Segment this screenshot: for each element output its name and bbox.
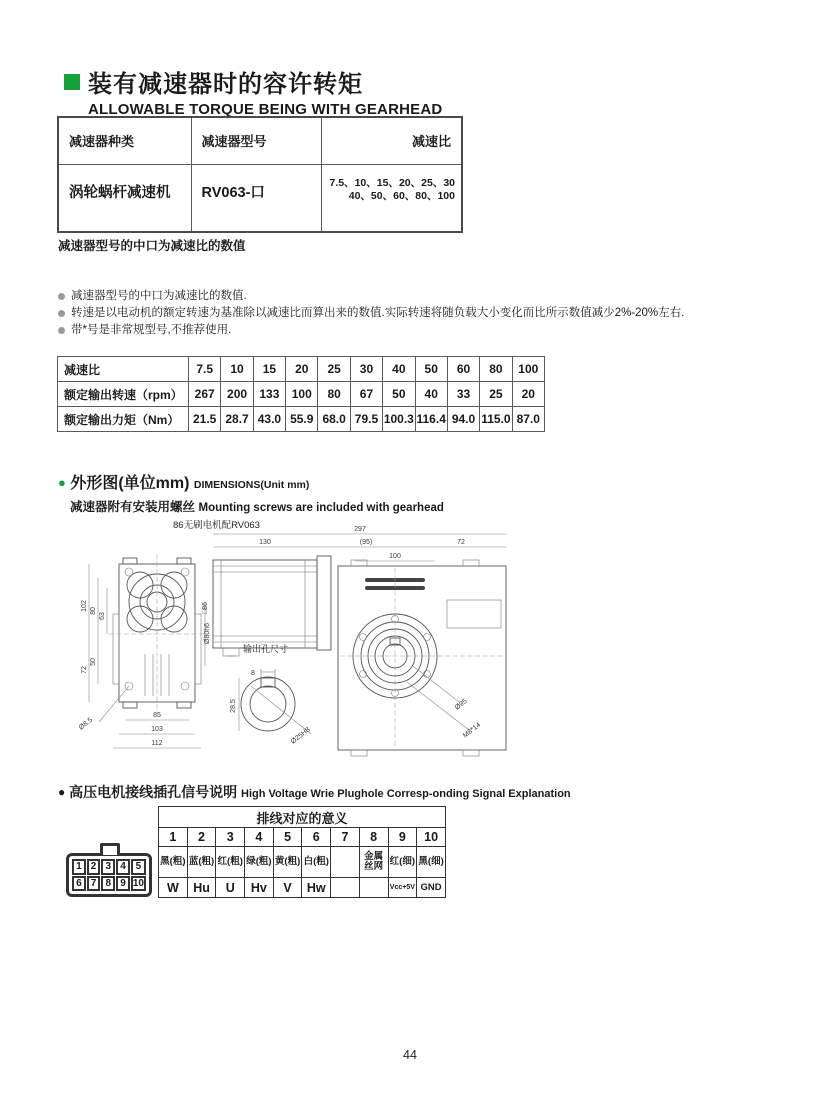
notes-list	[58, 288, 778, 339]
connector-pin-grid	[71, 858, 147, 892]
ratio-cell: 10	[221, 357, 253, 382]
rpm-cell: 33	[447, 382, 479, 407]
signal-name-row	[159, 878, 446, 898]
torque-cell: 115.0	[480, 407, 512, 432]
table-note: 减速器型号的中口为减速比的数值	[58, 239, 246, 253]
row-header-ratio: 减速比	[58, 357, 189, 382]
wire-color-cell	[331, 847, 360, 878]
torque-cell: 116.4	[415, 407, 447, 432]
connector-pin: 10	[131, 876, 146, 892]
rear-view-drawing	[338, 560, 506, 756]
pin-number-row	[159, 828, 446, 847]
dim-label: 72	[457, 539, 465, 546]
note-text: 转速是以电动机的额定转速为基准除以减速比而算出来的数值.实际转速将随负载大小变化而比所示数值减少2%-20%左右.	[71, 307, 685, 319]
signal-table-title-row	[159, 807, 446, 828]
connector-pin: 3	[101, 859, 115, 875]
dim-label: 72	[81, 666, 88, 674]
dimensions-subtitle-zh: 减速器附有安装用螺丝	[70, 500, 196, 514]
signal-name-cell	[359, 878, 388, 898]
torque-cell: 68.0	[318, 407, 350, 432]
connector-pin: 8	[101, 876, 115, 892]
torque-cell: 21.5	[189, 407, 221, 432]
rpm-cell: 200	[221, 382, 253, 407]
pin-number-cell: 10	[417, 828, 446, 847]
wire-color-cell: 红(细)	[388, 847, 417, 878]
col-header-reduction-ratio: 减速比	[321, 117, 462, 164]
ratio-cell: 100	[512, 357, 544, 382]
wiring-signal-table	[158, 806, 446, 898]
pin-number-cell: 8	[359, 828, 388, 847]
ratio-cell: 50	[415, 357, 447, 382]
ratio-cell: 25	[318, 357, 350, 382]
connector-pin: 4	[116, 859, 130, 875]
wire-color-cell: 黄(粗)	[273, 847, 302, 878]
row-header-torque: 额定输出力矩（Nm）	[58, 407, 189, 432]
wire-color-cell: 蓝(粗)	[187, 847, 216, 878]
rpm-cell: 40	[415, 382, 447, 407]
section-marker-square	[64, 74, 80, 90]
torque-cell: 94.0	[447, 407, 479, 432]
rpm-cell: 20	[512, 382, 544, 407]
dimensions-header	[58, 470, 444, 515]
torque-cell: 43.0	[253, 407, 285, 432]
connector-tab	[100, 843, 120, 855]
connector-pin: 1	[72, 859, 86, 875]
wire-color-cell: 白(粗)	[302, 847, 331, 878]
gearhead-table-row	[58, 164, 462, 232]
page-number: 44	[403, 1048, 417, 1062]
frame-size-label: □86	[202, 601, 209, 615]
pin-number-cell: 7	[331, 828, 360, 847]
pin-number-cell: 4	[245, 828, 274, 847]
gearhead-type-cell: 涡轮蜗杆减速机	[58, 164, 191, 232]
ratio-cell: 80	[480, 357, 512, 382]
gearhead-table	[57, 116, 463, 233]
bullet-icon	[58, 310, 65, 317]
note-text: 减速器型号的中口为减速比的数值.	[71, 290, 247, 302]
ratio-row	[58, 357, 545, 382]
connector-pin: 7	[87, 876, 101, 892]
performance-table	[57, 356, 545, 432]
dim-label: 85	[153, 712, 161, 719]
ratios-line2: 40、50、60、80、100	[348, 189, 455, 202]
key-width-label: 8	[251, 670, 255, 677]
dim-label: 112	[151, 740, 163, 747]
dim-label: (95)	[359, 539, 373, 546]
rpm-row	[58, 382, 545, 407]
flange-dia-label: Ø95	[453, 697, 469, 712]
signal-name-cell: Hu	[187, 878, 216, 898]
ratio-cell: 30	[350, 357, 382, 382]
dimensions-title-en: DIMENSIONS(Unit mm)	[193, 479, 310, 491]
col-header-gearhead-model: 减速器型号	[191, 117, 321, 164]
rpm-cell: 133	[253, 382, 285, 407]
gearhead-ratios-cell	[321, 164, 462, 232]
connector-plug-diagram	[66, 853, 152, 897]
page-title-zh: 装有减速器时的容许转矩	[88, 71, 363, 98]
signal-name-cell	[331, 878, 360, 898]
torque-cell: 79.5	[350, 407, 382, 432]
dim-label: 63	[99, 612, 106, 620]
bore-dim-label: Ø80h6	[204, 622, 211, 644]
torque-cell: 55.9	[286, 407, 318, 432]
screw-spec-label: M8*14	[461, 721, 483, 740]
ratio-cell: 7.5	[189, 357, 221, 382]
bullet-icon	[58, 327, 65, 334]
pin-number-cell: 3	[216, 828, 245, 847]
connector-pin: 6	[72, 876, 86, 892]
output-hole-label: 输出孔尺寸	[243, 644, 289, 654]
ratio-cell: 40	[383, 357, 415, 382]
wire-color-cell: 黑(细)	[417, 847, 446, 878]
rpm-cell: 25	[480, 382, 512, 407]
connector-pin: 9	[116, 876, 130, 892]
rpm-cell: 67	[350, 382, 382, 407]
green-bullet-icon: ●	[58, 475, 66, 490]
signal-name-cell: Hv	[245, 878, 274, 898]
dimensions-subtitle-en: Mounting screws are included with gearhead	[198, 502, 444, 514]
wire-color-cell: 金属丝网	[359, 847, 388, 878]
dimensions-title-zh: 外形图(单位mm)	[70, 475, 190, 492]
hole-callout-label: Ø8.5	[77, 716, 95, 732]
side-view-drawing	[202, 526, 507, 656]
dim-label: 130	[259, 539, 271, 546]
note-item	[58, 288, 778, 305]
pin-number-cell: 9	[388, 828, 417, 847]
black-bullet-icon: ●	[58, 785, 66, 799]
title-block	[64, 64, 442, 118]
wire-color-row	[159, 847, 446, 878]
ratios-line1: 7.5、10、15、20、25、30	[329, 176, 455, 189]
drawing-caption: 86无刷电机配RV063	[173, 520, 260, 531]
depth-dim-label: 28.5	[230, 699, 237, 713]
col-header-gearhead-type: 减速器种类	[58, 117, 191, 164]
gearhead-model-cell: RV063-口	[191, 164, 321, 232]
signal-table-title: 排线对应的意义	[159, 807, 446, 828]
wire-color-cell: 绿(粗)	[245, 847, 274, 878]
wire-color-cell: 黑(粗)	[159, 847, 188, 878]
dim-label: 50	[90, 658, 97, 666]
dim-label: 80	[90, 607, 97, 615]
note-item	[58, 305, 778, 322]
signal-title-zh: 高压电机接线插孔信号说明	[69, 784, 238, 800]
wire-color-cell: 红(粗)	[216, 847, 245, 878]
dimension-drawing	[55, 514, 515, 764]
pin-number-cell: 6	[302, 828, 331, 847]
connector-pin: 2	[87, 859, 101, 875]
torque-cell: 87.0	[512, 407, 544, 432]
rpm-cell: 80	[318, 382, 350, 407]
torque-cell: 28.7	[221, 407, 253, 432]
rpm-cell: 100	[286, 382, 318, 407]
signal-title-en: High Voltage Wrie Plughole Corresp-onding Signal Explanation	[241, 788, 571, 800]
connector-pin: 5	[131, 859, 146, 875]
bullet-icon	[58, 293, 65, 300]
ratio-cell: 15	[253, 357, 285, 382]
row-header-rpm: 额定输出转速（rpm）	[58, 382, 189, 407]
signal-name-cell: W	[159, 878, 188, 898]
signal-name-cell: Hw	[302, 878, 331, 898]
signal-name-cell: GND	[417, 878, 446, 898]
pin-number-cell: 5	[273, 828, 302, 847]
signal-name-cell: U	[216, 878, 245, 898]
signal-name-cell: V	[273, 878, 302, 898]
page-title-en: ALLOWABLE TORQUE BEING WITH GEARHEAD	[88, 101, 443, 118]
output-hole-drawing	[230, 643, 312, 746]
dim-label: 103	[151, 726, 163, 733]
note-text: 带*号是非常规型号,不推荐使用.	[71, 324, 232, 336]
dim-label: 297	[354, 526, 366, 533]
signal-name-cell: Vcc+5V	[388, 878, 417, 898]
front-view-drawing	[78, 554, 211, 748]
ratio-cell: 60	[447, 357, 479, 382]
torque-cell: 100.3	[383, 407, 415, 432]
dim-label: 102	[81, 600, 88, 612]
signal-section-header	[58, 782, 571, 802]
ratio-cell: 20	[286, 357, 318, 382]
pin-number-cell: 1	[159, 828, 188, 847]
rpm-cell: 267	[189, 382, 221, 407]
note-item	[58, 322, 778, 339]
pin-number-cell: 2	[187, 828, 216, 847]
dim-label: 100	[389, 553, 401, 560]
rpm-cell: 50	[383, 382, 415, 407]
bore-dim-label: Ø25H8	[289, 726, 312, 746]
gearhead-table-header-row	[58, 117, 462, 164]
torque-row	[58, 407, 545, 432]
